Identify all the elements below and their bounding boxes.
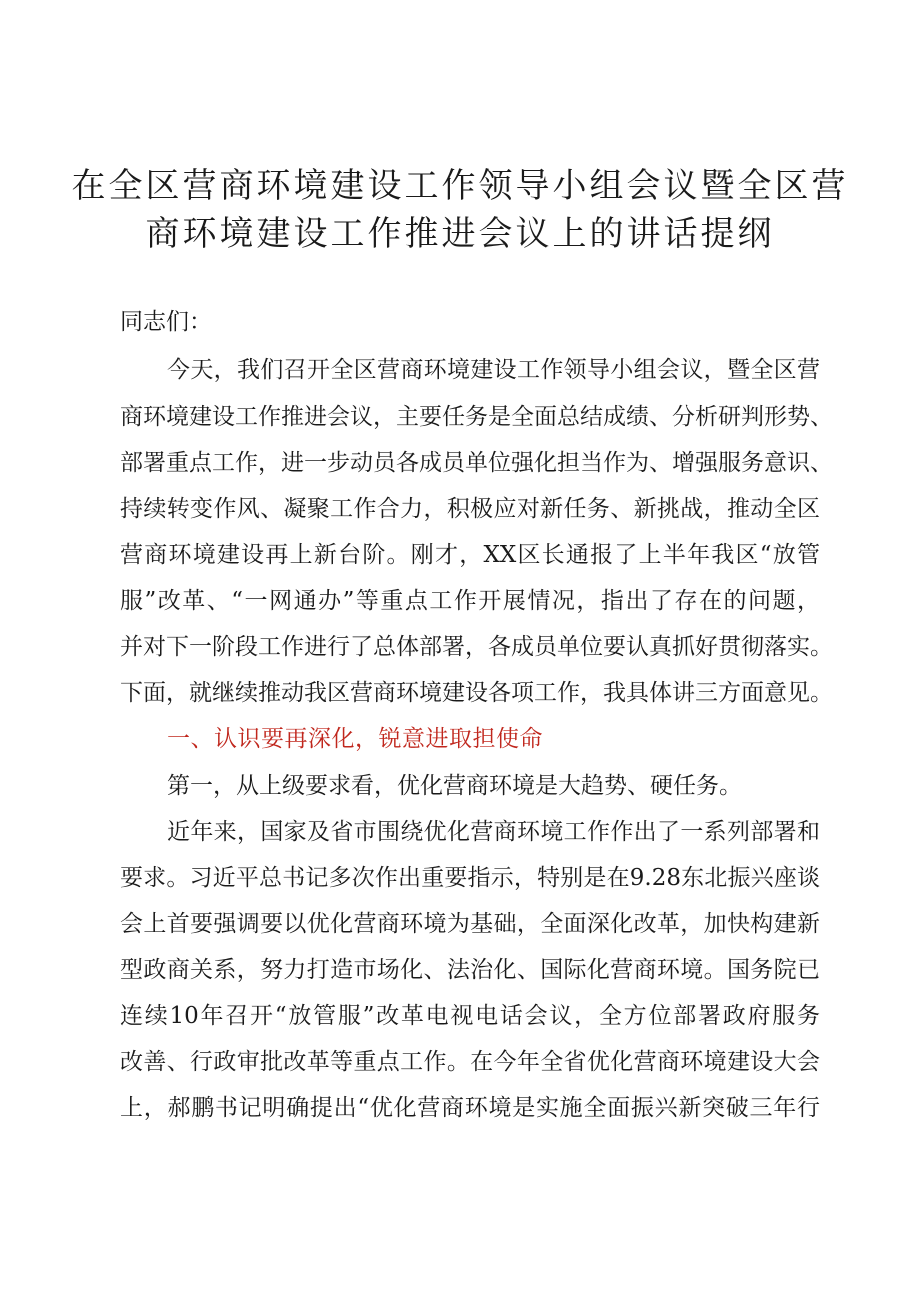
salutation: 同志们： <box>120 309 212 335</box>
paragraph-line: 下面，就继续推动我区营商环境建设各项工作，我具体讲三方面意见。 <box>120 680 833 706</box>
paragraph-line: 近年来，国家及省市围绕优化营商环境工作作出了一系列部署和 <box>167 819 820 845</box>
paragraph-line: 改善、行政审批改革等重点工作。在今年全省优化营商环境建设大会 <box>120 1049 820 1075</box>
paragraph-line: 上，郝鹏书记明确提出“优化营商环境是实施全面振兴新突破三年行 <box>120 1095 820 1121</box>
paragraph-line: 并对下一阶段工作进行了总体部署，各成员单位要认真抓好贯彻落实。 <box>120 634 833 660</box>
document-title-line-1: 在全区营商环境建设工作领导小组会议暨全区营 <box>71 166 849 206</box>
paragraph-line: 营商环境建设再上新台阶。刚才，XX区长通报了上半年我区“放管 <box>120 542 820 568</box>
paragraph-line: 要求。习近平总书记多次作出重要指示，特别是在9.28东北振兴座谈 <box>120 865 820 891</box>
paragraph-line: 连续10年召开“放管服”改革电视电话会议，全方位部署政府服务 <box>120 1003 820 1029</box>
document-title-line-2: 商环境建设工作推进会议上的讲话提纲 <box>145 214 775 254</box>
point-line: 第一，从上级要求看，优化营商环境是大趋势、硬任务。 <box>167 773 742 799</box>
paragraph-line: 今天，我们召开全区营商环境建设工作领导小组会议，暨全区营 <box>167 357 820 383</box>
paragraph-line: 服”改革、“一网通办”等重点工作开展情况，指出了存在的问题， <box>120 588 820 614</box>
section-heading: 一、认识要再深化，锐意进取担使命 <box>167 726 543 752</box>
paragraph-line: 型政商关系，努力打造市场化、法治化、国际化营商环境。国务院已 <box>120 957 820 983</box>
paragraph-line: 部署重点工作，进一步动员各成员单位强化担当作为、增强服务意识、 <box>120 450 833 476</box>
paragraph-line: 持续转变作风、凝聚工作合力，积极应对新任务、新挑战，推动全区 <box>120 496 820 522</box>
paragraph-line: 商环境建设工作推进会议，主要任务是全面总结成绩、分析研判形势、 <box>120 404 833 430</box>
paragraph-line: 会上首要强调要以优化营商环境为基础，全面深化改革，加快构建新 <box>120 911 820 937</box>
